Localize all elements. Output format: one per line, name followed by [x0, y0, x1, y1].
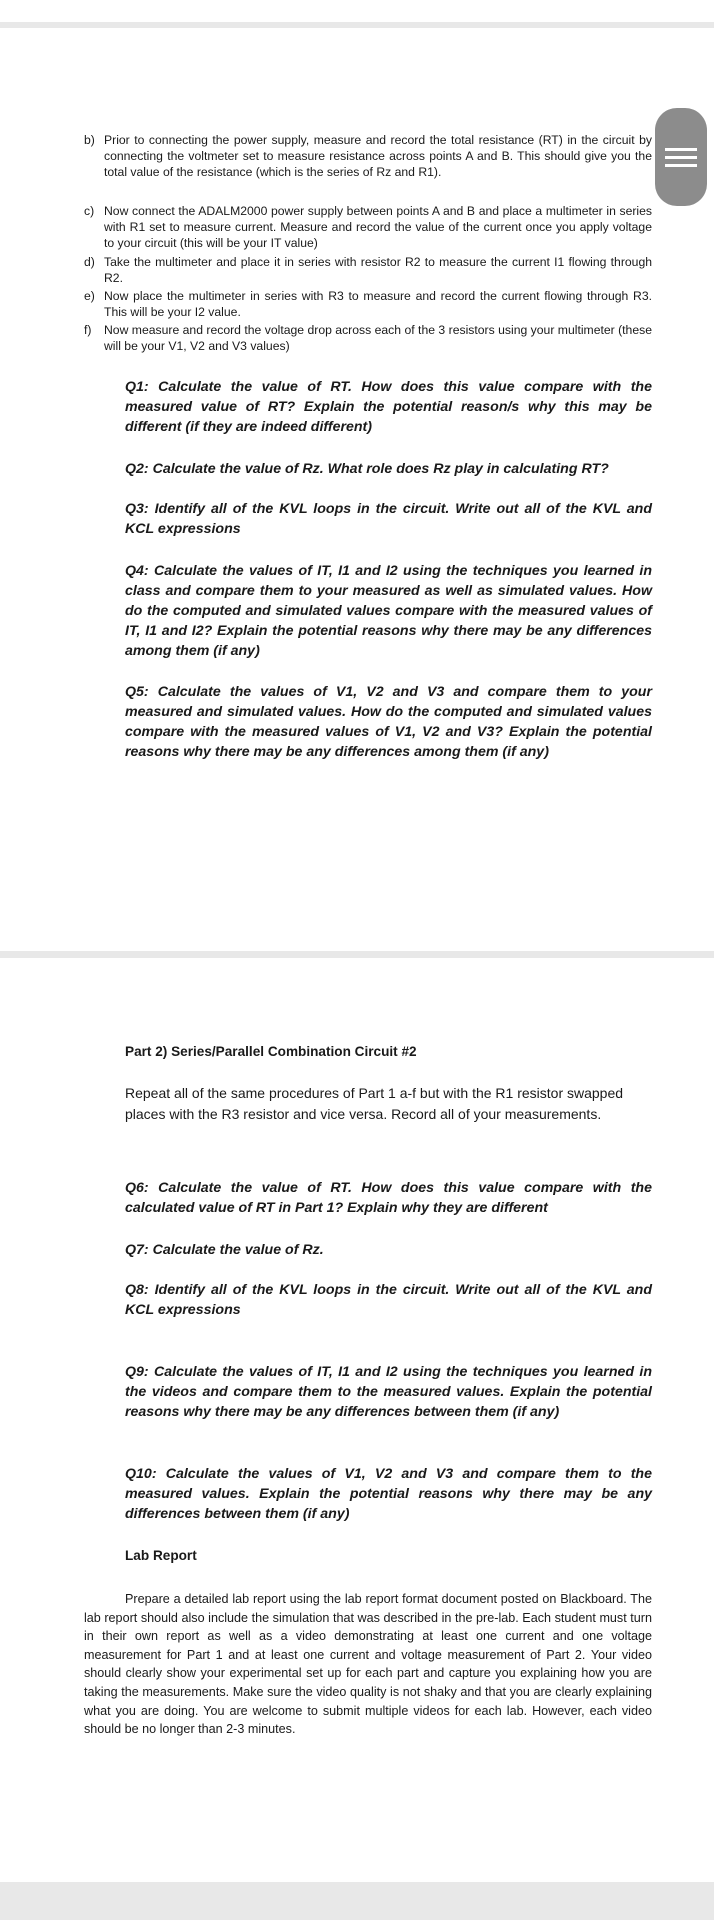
step-f — [84, 322, 652, 354]
question-q5: Q5: Calculate the values of V1, V2 and V3 and compare them to your measured and simulated values. How do the computed and simulated values compare with the measured values of V1, V2 and V3? Explain the potential reasons why there may be any differences among them (if any) — [125, 684, 652, 760]
step-text: Now measure and record the voltage drop across each of the 3 resistors using your multimeter (these will be your V1, V2 and V3 values) — [104, 323, 652, 354]
step-c — [84, 203, 652, 252]
page-separator-bottom — [0, 1882, 714, 1920]
question-q4: Q4: Calculate the values of IT, I1 and I2 using the techniques you learned in class and compare them to your measured as well as simulated values. How do the computed and simulated values compare with the measured values of IT, I1 and I2? Explain the potential reasons why there may be any differences among them (if any) — [125, 563, 652, 659]
menu-icon — [655, 108, 707, 206]
step-marker: f) — [84, 323, 92, 337]
step-text: Prior to connecting the power supply, measure and record the total resistance (RT) in the circuit by connecting the voltmeter set to measure resistance across points A and B. This should give you the total value of the resistance (which is the series of Rz and R1). — [104, 133, 652, 180]
step-d — [84, 254, 652, 286]
step-b — [84, 132, 652, 181]
question-q3: Q3: Identify all of the KVL loops in the circuit. Write out all of the KVL and KCL expressions — [125, 501, 652, 537]
lab-report-heading: Lab Report — [125, 1548, 197, 1563]
step-text: Now connect the ADALM2000 power supply between points A and B and place a multimeter in series with R1 set to measure current. Measure and record the value of the current once you apply voltage to your circuit (this will be your IT value) — [104, 204, 652, 251]
step-marker: e) — [84, 289, 95, 303]
step-marker: b) — [84, 133, 95, 147]
question-q1: Q1: Calculate the value of RT. How does this value compare with the measured value of RT? Explain the potential reason/s why this may be different (if they are indeed different) — [125, 379, 652, 435]
step-text: Now place the multimeter in series with R3 to measure and record the current flowing through R3. This will be your I2 value. — [104, 289, 652, 320]
question-q6: Q6: Calculate the value of RT. How does this value compare with the calculated value of RT in Part 1? Explain why they are different — [125, 1180, 652, 1216]
question-q2: Q2: Calculate the value of Rz. What role does Rz play in calculating RT? — [125, 461, 609, 477]
page-separator-middle — [0, 951, 714, 958]
lab-report-body: Prepare a detailed lab report using the lab report format document posted on Blackboard. The lab report should also include the simulation that was described in the pre-lab. Each student must turn in their own report as well as a video demonstrating at least one current and one voltage measurement for Part 1 and at least one current and voltage measurement of Part 2. Your video should clearly show your experimental set up for each part and capture you explaining how you are taking the measurements. Make sure the video quality is not shaky and that you are clearly explaining what you are doing. You are welcome to submit multiple videos for each lab. However, each video should be no longer than 2-3 minutes. — [84, 1592, 652, 1737]
step-text: Take the multimeter and place it in series with resistor R2 to measure the current I1 flowing through R2. — [104, 255, 652, 286]
question-q10: Q10: Calculate the values of V1, V2 and V3 and compare them to the measured values. Explain the potential reasons why there may be any differences between them (if any) — [125, 1466, 652, 1522]
question-q8: Q8: Identify all of the KVL loops in the circuit. Write out all of the KVL and KCL expressions — [125, 1282, 652, 1318]
part2-heading: Part 2) Series/Parallel Combination Circuit #2 — [125, 1044, 417, 1059]
part2-intro: Repeat all of the same procedures of Part 1 a-f but with the R1 resistor swapped places with the R3 resistor and vice versa. Record all of your measurements. — [125, 1085, 624, 1122]
page-separator-top — [0, 22, 714, 28]
step-marker: d) — [84, 255, 95, 269]
scroll-handle[interactable] — [655, 108, 707, 206]
question-q7: Q7: Calculate the value of Rz. — [125, 1242, 324, 1258]
step-marker: c) — [84, 204, 95, 218]
question-q9: Q9: Calculate the values of IT, I1 and I2 using the techniques you learned in the videos and compare them to the measured values. Explain the potential reasons why there may be any differences between them (if any) — [125, 1364, 652, 1420]
step-e — [84, 288, 652, 320]
